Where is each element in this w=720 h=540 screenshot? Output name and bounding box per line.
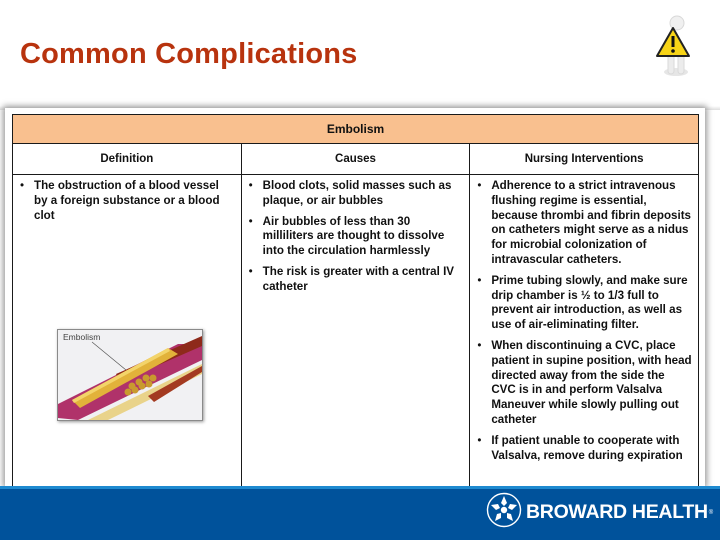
definition-item: • The obstruction of a blood vessel by a foreign substance or a blood clot bbox=[19, 179, 235, 223]
broward-health-logo bbox=[486, 492, 713, 533]
column-header-nursing-interventions: Nursing Interventions bbox=[470, 144, 699, 175]
illustration-label: Embolism bbox=[63, 332, 101, 343]
warning-sign-figure-icon bbox=[650, 12, 700, 82]
column-header-definition: Definition bbox=[13, 144, 242, 175]
intervention-item: • If patient unable to cooperate with Valsalva, remove during expiration bbox=[476, 434, 692, 464]
column-header-causes: Causes bbox=[241, 144, 470, 175]
slide-title: Common Complications bbox=[20, 38, 358, 70]
star-emblem-icon bbox=[486, 492, 522, 533]
cause-item: • Blood clots, solid masses such as plaque, or air bubbles bbox=[248, 179, 464, 209]
intervention-item: • Adherence to a strict intravenous flushing regime is essential, because thrombi and fibrin deposits on catheters might serve as a nidus for microbial colonization of intravascular catheters. bbox=[476, 179, 692, 268]
embolism-table bbox=[12, 114, 699, 514]
intervention-item: • When discontinuing a CVC, place patient in supine position, with head directed away from the side the CVC is in and perform Valsalva Maneuver while slowly pulling out catheter bbox=[476, 339, 692, 428]
brand-name: BROWARD HEALTH bbox=[526, 501, 708, 523]
embolism-illustration bbox=[57, 329, 203, 421]
cause-item: • Air bubbles of less than 30 milliliters are thought to dissolve into the circulation harmlessly bbox=[248, 215, 464, 259]
registered-mark: ® bbox=[708, 509, 714, 516]
nursing-interventions-cell bbox=[470, 175, 699, 514]
definition-cell bbox=[13, 175, 242, 514]
table-header: Embolism bbox=[13, 115, 699, 144]
causes-cell bbox=[241, 175, 470, 514]
intervention-item: • Prime tubing slowly, and make sure drip chamber is ½ to 1/3 full to prevent air introduction, as well as use of air-eliminating filter. bbox=[476, 274, 692, 333]
embolism-table-panel bbox=[5, 108, 705, 486]
cause-item: • The risk is greater with a central IV catheter bbox=[248, 265, 464, 295]
